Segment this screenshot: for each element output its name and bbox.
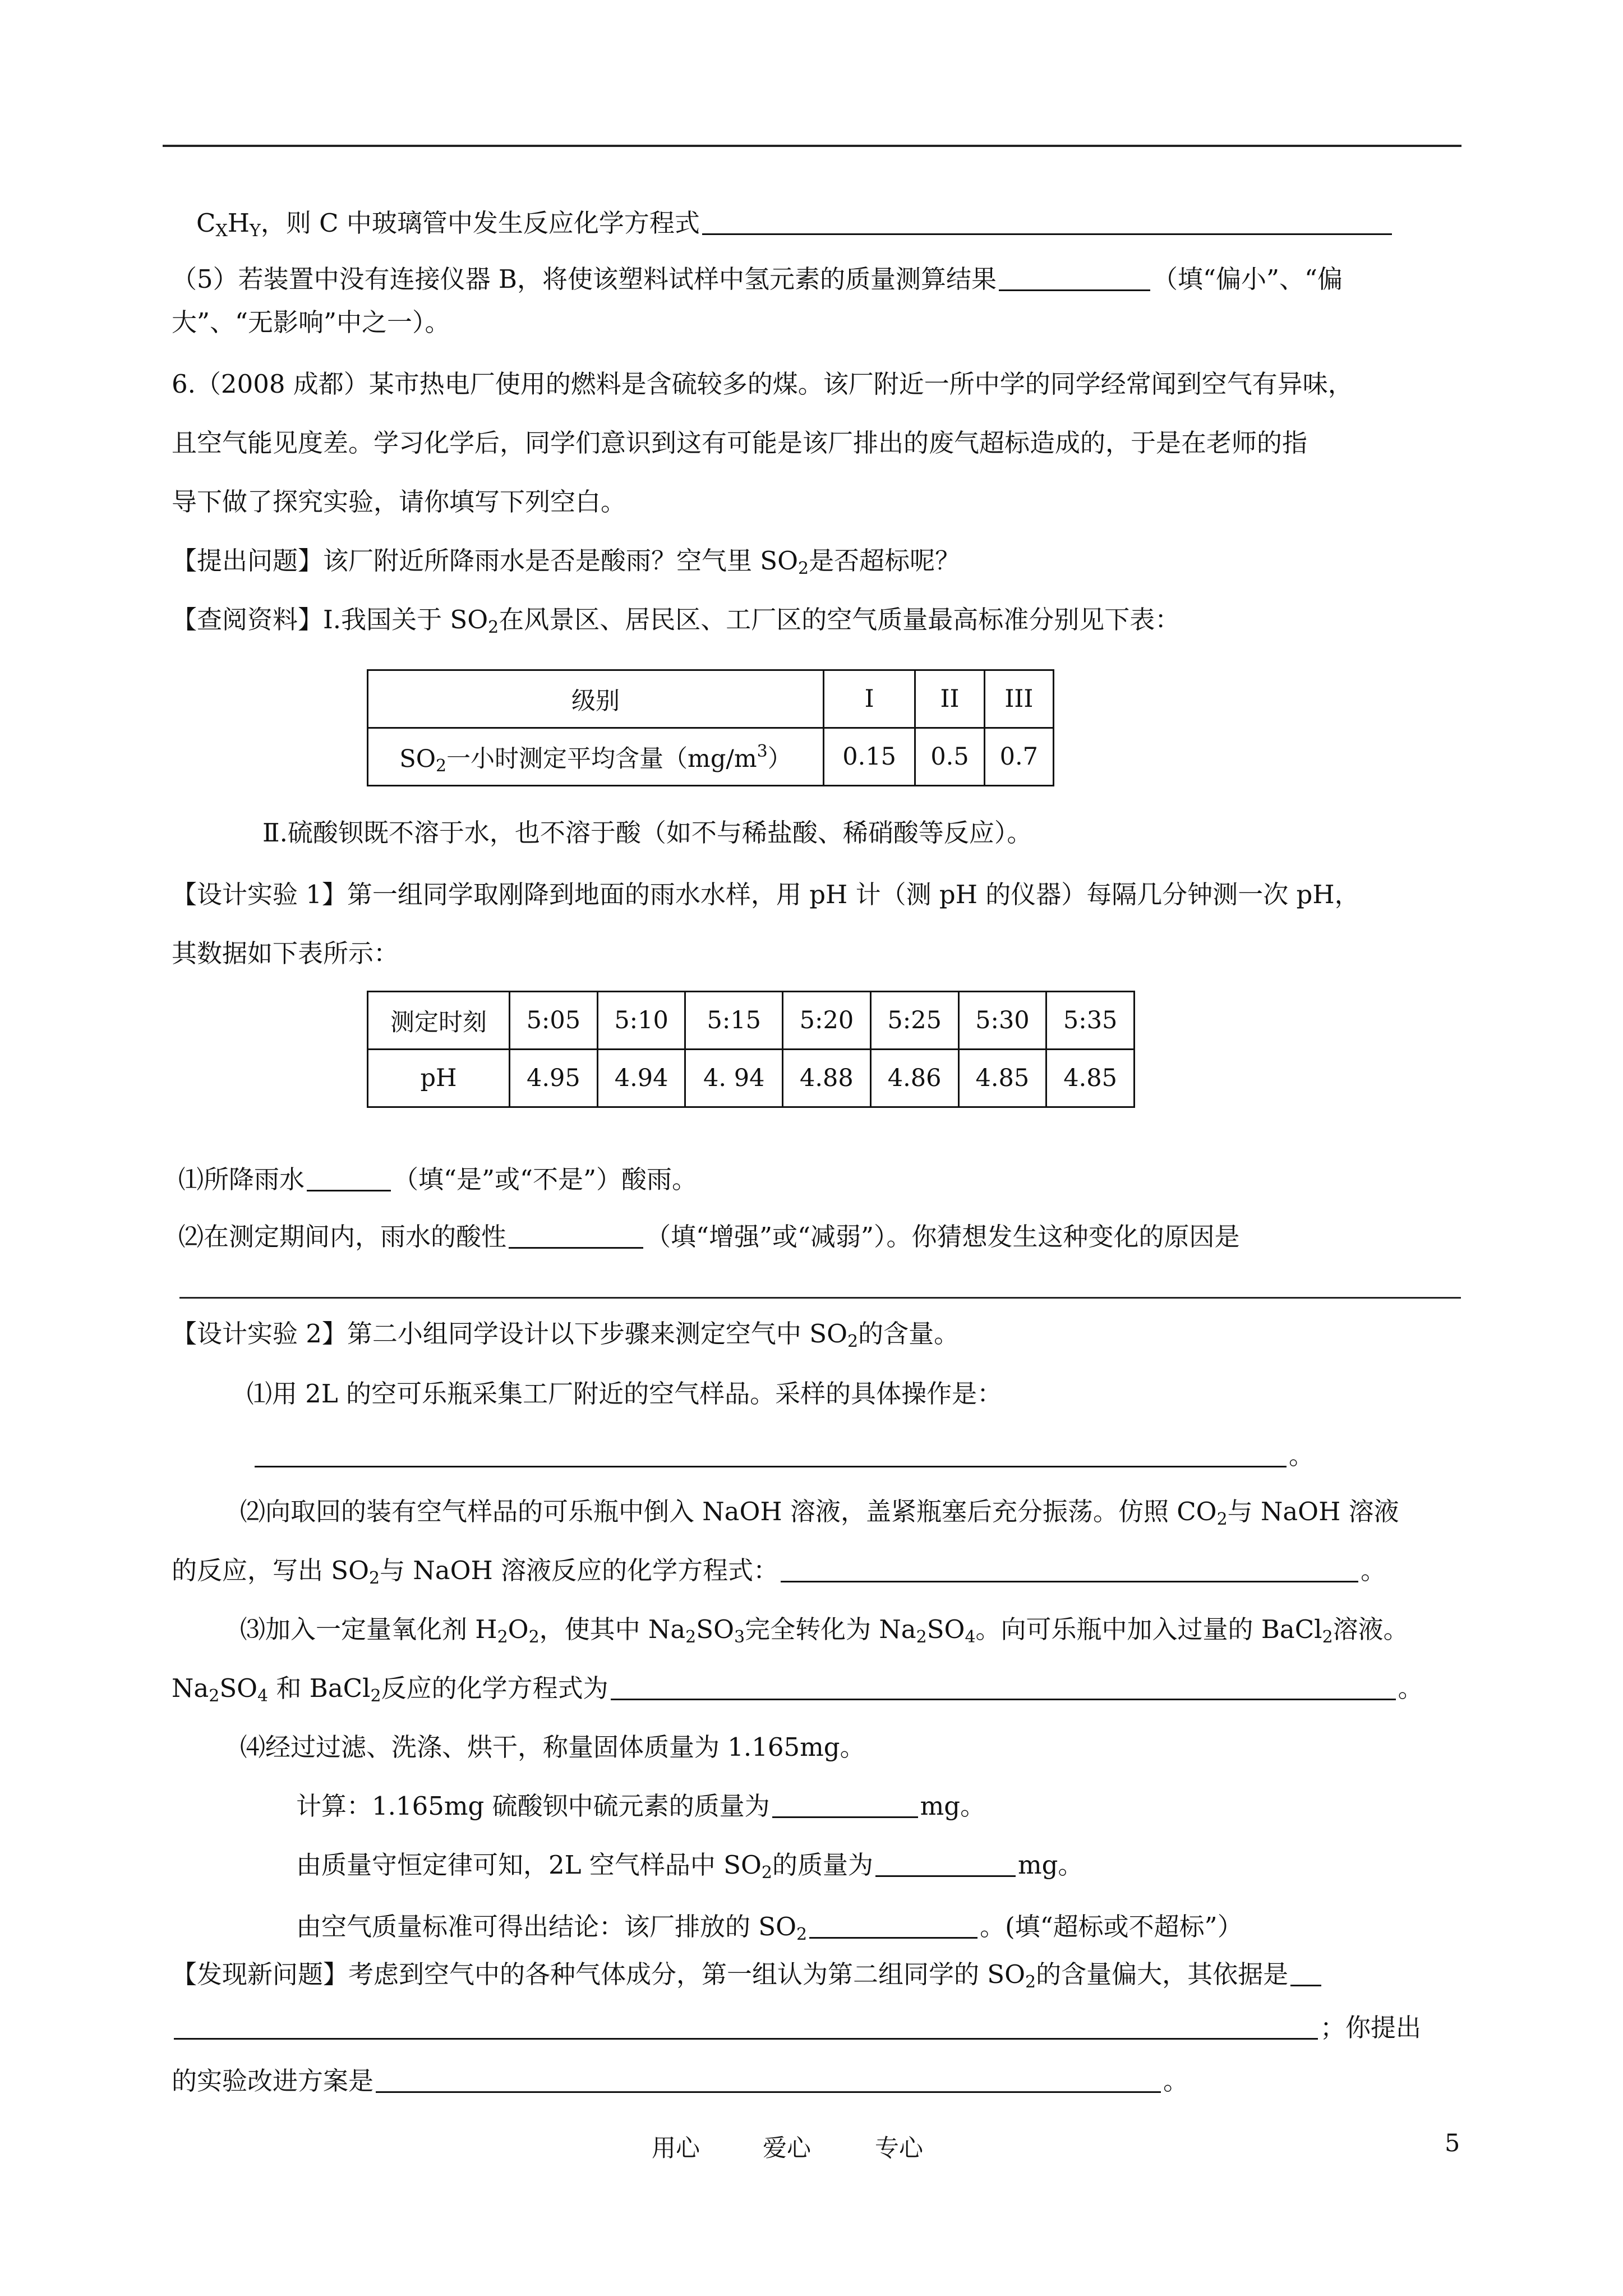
question-text: 与 NaOH 溶液反应的化学方程式： xyxy=(380,1556,779,1585)
text-line: 其数据如下表所示： xyxy=(172,938,399,968)
question-text: 反应的化学方程式为 xyxy=(381,1673,608,1703)
table-cell: 4.88 xyxy=(783,1050,871,1107)
subscript: 2 xyxy=(488,618,499,637)
answer-blank[interactable] xyxy=(809,1912,978,1939)
text-line xyxy=(172,603,1180,637)
subscript: 2 xyxy=(369,1568,380,1588)
subscript: 2 xyxy=(1025,1972,1036,1992)
text-line xyxy=(178,1220,1240,1254)
cell-text: 一小时测定平均含量（mg/m xyxy=(446,744,757,773)
text-line xyxy=(172,1958,1324,1991)
footer-motto-1: 用心 xyxy=(652,2134,700,2162)
text-line xyxy=(296,1910,1243,1944)
question-text: O xyxy=(508,1614,529,1644)
answer-blank[interactable] xyxy=(875,1851,1016,1877)
section-text: 的含量偏大，其依据是 xyxy=(1036,1959,1289,1989)
question-text: 溶液。 xyxy=(1332,1614,1409,1644)
table-cell: 0.7 xyxy=(984,728,1053,786)
subscript: 2 xyxy=(796,1925,808,1944)
question-text: 完全转化为 Na xyxy=(745,1614,916,1644)
answer-blank[interactable] xyxy=(307,1165,391,1191)
section-text: 在风景区、居民区、工厂区的空气质量最高标准分别见下表： xyxy=(499,605,1181,634)
answer-blank[interactable] xyxy=(1290,1960,1321,1986)
table-header-cell: II xyxy=(915,670,984,728)
text-line: 导下做了探究实验，请你填写下列空白。 xyxy=(172,487,626,517)
question-text: ⑴所降雨水 xyxy=(178,1165,305,1194)
text-line xyxy=(296,1789,985,1823)
question-text: 的反应，写出 SO xyxy=(172,1556,370,1585)
text-line: ⑷经过过滤、洗涤、烘干，称量固体质量为 1.165mg。 xyxy=(240,1732,865,1762)
table-cell: 4. 94 xyxy=(685,1050,783,1107)
table-cell: 0.15 xyxy=(823,728,915,786)
table-cell: 4.86 xyxy=(870,1050,958,1107)
answer-line[interactable] xyxy=(179,1297,1461,1299)
section-text: 的含量。 xyxy=(858,1319,960,1349)
subscript: 3 xyxy=(734,1627,745,1647)
table-cell xyxy=(368,728,824,786)
text-line xyxy=(296,1848,1083,1882)
superscript: 3 xyxy=(757,741,768,761)
punctuation: 。 xyxy=(1361,1556,1386,1585)
answer-blank[interactable] xyxy=(702,209,1392,235)
subscript: X xyxy=(215,221,228,241)
question-text: ；你提出 xyxy=(1320,2013,1422,2042)
question-text: 和 BaCl xyxy=(276,1673,371,1703)
subscript: 2 xyxy=(435,756,447,776)
question-text: ⑵向取回的装有空气样品的可乐瓶中倒入 NaOH 溶液，盖紧瓶塞后充分振荡。仿照 CO xyxy=(240,1497,1217,1526)
question-text: 与 NaOH 溶液 xyxy=(1227,1497,1399,1526)
question-text: （填“是”或“不是”）酸雨。 xyxy=(393,1165,698,1194)
question-text: SO xyxy=(219,1673,258,1703)
subscript: 2 xyxy=(761,1863,772,1883)
question-text: 的质量为 xyxy=(772,1850,873,1880)
subscript: 2 xyxy=(1322,1627,1333,1647)
question-text: Na xyxy=(172,1673,209,1703)
table-cell: 5:05 xyxy=(510,992,598,1050)
table-header-cell: I xyxy=(823,670,915,728)
table-cell: 5:25 xyxy=(870,992,958,1050)
question-text: （填“增强”或“减弱”）。你猜想发生这种变化的原因是 xyxy=(645,1222,1240,1251)
table-row xyxy=(368,670,1054,728)
question-text: 的实验改进方案是 xyxy=(172,2066,374,2096)
table-header-cell: pH xyxy=(368,1050,510,1107)
question-text: 计算：1.165mg 硫酸钡中硫元素的质量为 xyxy=(296,1791,770,1821)
subscript: 4 xyxy=(257,1686,269,1706)
unit: mg。 xyxy=(920,1791,986,1821)
text-line xyxy=(172,2011,1421,2045)
subscript: 4 xyxy=(965,1627,976,1647)
table-row xyxy=(368,1050,1135,1107)
subscript: 2 xyxy=(370,1686,381,1706)
text-line: 6.（2008 成都）某市热电厂使用的燃料是含硫较多的煤。该厂附近一所中学的同学经常闻到空气有异味， xyxy=(172,369,1353,399)
footer-motto-2: 爱心 xyxy=(763,2134,811,2162)
answer-blank[interactable] xyxy=(611,1674,1396,1700)
question-text: 。(填“超标或不超标”） xyxy=(980,1912,1243,1941)
text-line xyxy=(172,263,1343,296)
text-line: 【设计实验 1】第一组同学取刚降到地面的雨水水样，用 pH 计（测 pH 的仪器）每隔几分钟测一次 pH， xyxy=(172,880,1360,909)
ph-table xyxy=(367,991,1135,1108)
table-cell: 4.95 xyxy=(510,1050,598,1107)
subscript: 2 xyxy=(497,1627,508,1647)
footer-motto-3: 专心 xyxy=(875,2134,923,2162)
question-text: ，使其中 Na xyxy=(539,1614,686,1644)
table-cell: 5:10 xyxy=(597,992,685,1050)
question-text: 由质量守恒定律可知，2L 空气样品中 SO xyxy=(296,1850,762,1880)
punctuation: 。 xyxy=(1163,2066,1189,2096)
section-text: 【查阅资料】Ⅰ.我国关于 SO xyxy=(172,605,488,634)
text-line xyxy=(252,1439,1314,1473)
answer-blank[interactable] xyxy=(255,1441,1287,1467)
answer-blank[interactable] xyxy=(781,1556,1358,1582)
table-header-cell: III xyxy=(984,670,1053,728)
text-line xyxy=(172,2064,1188,2098)
question-text: ⑶加入一定量氧化剂 H xyxy=(240,1614,497,1644)
table-header-cell: 测定时刻 xyxy=(368,992,510,1050)
text-line: Ⅱ.硫酸钡既不溶于水，也不溶于酸（如不与稀盐酸、稀硝酸等反应）。 xyxy=(262,818,1032,848)
text-line xyxy=(172,1672,1423,1705)
formula-part: C xyxy=(196,208,216,238)
unit: mg。 xyxy=(1017,1850,1083,1880)
subscript: 2 xyxy=(528,1627,540,1647)
question-text: （填“偏小”、“偏 xyxy=(1152,264,1343,294)
question-text: 由空气质量标准可得出结论：该厂排放的 SO xyxy=(296,1912,797,1941)
subscript: 2 xyxy=(209,1686,220,1706)
subscript: 2 xyxy=(1216,1510,1228,1529)
question-text: SO xyxy=(696,1614,734,1644)
punctuation: 。 xyxy=(1289,1441,1315,1470)
page-number: 5 xyxy=(1445,2129,1460,2157)
section-text: 是否超标呢？ xyxy=(809,546,961,576)
table-header-cell: 级别 xyxy=(368,670,824,728)
formula-part: H xyxy=(227,208,250,238)
answer-blank[interactable] xyxy=(509,1222,643,1249)
table-cell: 4.85 xyxy=(958,1050,1046,1107)
section-text: 【发现新问题】考虑到空气中的各种气体成分，第一组认为第二组同学的 SO xyxy=(172,1959,1026,1989)
question-text: SO xyxy=(926,1614,965,1644)
text-line xyxy=(196,206,1394,240)
air-quality-table xyxy=(367,669,1054,786)
text-line: ⑴用 2L 的空可乐瓶采集工厂附近的空气样品。采样的具体操作是： xyxy=(247,1379,1003,1409)
table-cell: 5:15 xyxy=(685,992,783,1050)
table-cell: 5:20 xyxy=(783,992,871,1050)
punctuation: 。 xyxy=(1398,1673,1423,1703)
text-line: 大”、“无影响”中之一）。 xyxy=(172,307,450,337)
text-line xyxy=(178,1163,697,1197)
section-text: 【提出问题】该厂附近所降雨水是否是酸雨？空气里 SO xyxy=(172,546,799,576)
table-row xyxy=(368,728,1054,786)
text-line xyxy=(240,1495,1399,1529)
table-cell: 4.94 xyxy=(597,1050,685,1107)
answer-blank[interactable] xyxy=(376,2067,1161,2093)
header-rule xyxy=(163,145,1461,147)
cell-text: ） xyxy=(767,744,792,773)
section-text: 【设计实验 2】第二小组同学设计以下步骤来测定空气中 SO xyxy=(172,1319,847,1349)
table-row xyxy=(368,992,1135,1050)
question-text: 。向可乐瓶中加入过量的 BaCl xyxy=(975,1614,1322,1644)
subscript: Y xyxy=(250,221,261,241)
table-cell: 0.5 xyxy=(915,728,984,786)
subscript: 2 xyxy=(916,1627,927,1647)
cell-text: SO xyxy=(399,744,436,773)
text-line xyxy=(172,1554,1386,1588)
table-cell: 4.85 xyxy=(1046,1050,1135,1107)
answer-blank[interactable] xyxy=(174,2013,1318,2040)
answer-blank[interactable] xyxy=(772,1792,918,1818)
subscript: 2 xyxy=(685,1627,697,1647)
text-line xyxy=(172,1317,959,1351)
question-text: ，则 C 中玻璃管中发生反应化学方程式 xyxy=(260,208,700,238)
table-cell: 5:30 xyxy=(958,992,1046,1050)
question-text: （5）若装置中没有连接仪器 B，将使该塑料试样中氢元素的质量测算结果 xyxy=(172,264,997,294)
subscript: 2 xyxy=(847,1332,859,1351)
question-text: ⑵在测定期间内，雨水的酸性 xyxy=(178,1222,507,1251)
answer-blank[interactable] xyxy=(999,265,1150,291)
table-cell: 5:35 xyxy=(1046,992,1135,1050)
text-line xyxy=(172,544,960,578)
subscript: 2 xyxy=(798,559,809,578)
text-line: 且空气能见度差。学习化学后，同学们意识到这有可能是该厂排出的废气超标造成的，于是在老师的指 xyxy=(172,428,1308,458)
text-line xyxy=(240,1613,1409,1646)
